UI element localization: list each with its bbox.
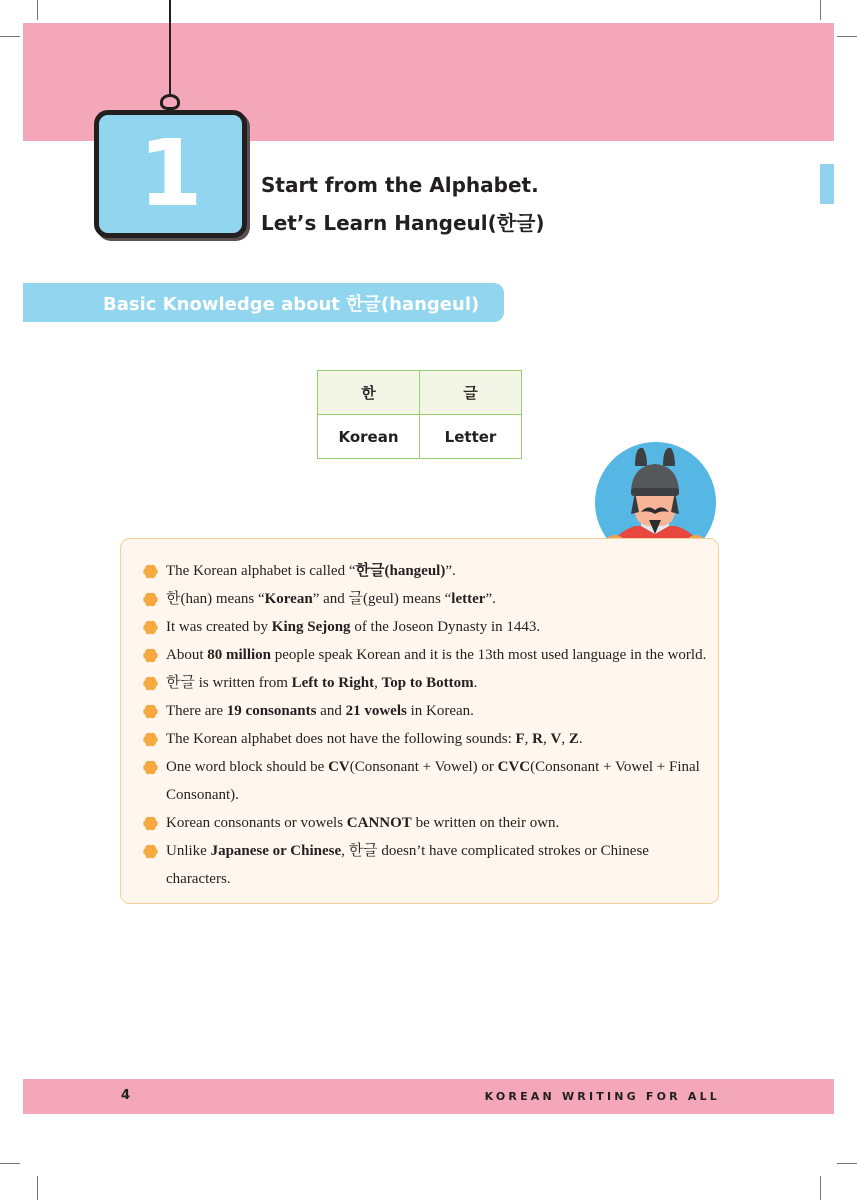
chapter-title-line-2: Let’s Learn Hangeul(한글) bbox=[261, 211, 545, 235]
flower-bullet-icon bbox=[143, 592, 158, 607]
list-item-text: 한(han) means “Korean” and 글(geul) means “letter”. bbox=[166, 591, 496, 607]
table-cell: 글 bbox=[420, 371, 522, 415]
list-item bbox=[143, 753, 712, 809]
list-item-text: The Korean alphabet does not have the following sounds: F, R, V, Z. bbox=[166, 731, 583, 747]
hanging-string bbox=[169, 0, 171, 98]
footer-band bbox=[23, 1079, 834, 1114]
list-item-text: 한글 is written from Left to Right, Top to Bottom. bbox=[166, 675, 478, 691]
facts-box bbox=[120, 538, 719, 904]
chapter-title-line-1: Start from the Alphabet. bbox=[261, 173, 539, 197]
facts-list bbox=[143, 557, 712, 893]
flower-bullet-icon bbox=[143, 620, 158, 635]
chapter-badge bbox=[94, 110, 247, 238]
table-cell: 한 bbox=[318, 371, 420, 415]
flower-bullet-icon bbox=[143, 732, 158, 747]
crop-mark bbox=[820, 0, 821, 20]
chapter-title bbox=[261, 166, 545, 242]
list-item bbox=[143, 809, 712, 837]
flower-bullet-icon bbox=[143, 704, 158, 719]
list-item-text: Korean consonants or vowels CANNOT be written on their own. bbox=[166, 815, 560, 831]
crop-mark bbox=[37, 0, 38, 20]
page-number: 4 bbox=[121, 1088, 131, 1103]
flower-bullet-icon bbox=[143, 760, 158, 775]
crop-mark bbox=[820, 1176, 821, 1200]
list-item-text: There are 19 consonants and 21 vowels in Korean. bbox=[166, 703, 474, 719]
table-header-row bbox=[318, 371, 522, 415]
list-item bbox=[143, 697, 712, 725]
chapter-side-tab bbox=[820, 164, 834, 204]
list-item bbox=[143, 557, 712, 585]
flower-bullet-icon bbox=[143, 648, 158, 663]
list-item-text: About 80 million people speak Korean and it is the 13th most used language in the world. bbox=[166, 647, 707, 663]
list-item-text: The Korean alphabet is called “한글(hangeul)”. bbox=[166, 563, 456, 579]
flower-bullet-icon bbox=[143, 564, 158, 579]
meaning-table bbox=[317, 370, 522, 459]
section-heading: Basic Knowledge about 한글(hangeul) bbox=[103, 293, 480, 315]
book-title: KOREAN WRITING FOR ALL bbox=[484, 1090, 720, 1103]
list-item bbox=[143, 725, 712, 753]
list-item bbox=[143, 613, 712, 641]
list-item-text: Unlike Japanese or Chinese, 한글 doesn’t have complicated strokes or Chinese characters. bbox=[166, 843, 649, 887]
table-row bbox=[318, 415, 522, 459]
list-item bbox=[143, 669, 712, 697]
table-cell: Letter bbox=[420, 415, 522, 459]
crop-mark bbox=[837, 1163, 857, 1164]
flower-bullet-icon bbox=[143, 844, 158, 859]
list-item-text: One word block should be CV(Consonant + Vowel) or CVC(Consonant + Vowel + Final Consonant). bbox=[166, 759, 700, 803]
crop-mark bbox=[0, 36, 20, 37]
list-item bbox=[143, 641, 712, 669]
crop-mark bbox=[37, 1176, 38, 1200]
crop-mark bbox=[837, 36, 857, 37]
list-item-text: It was created by King Sejong of the Joseon Dynasty in 1443. bbox=[166, 619, 541, 635]
section-heading-bar bbox=[23, 283, 504, 322]
flower-bullet-icon bbox=[143, 676, 158, 691]
list-item bbox=[143, 837, 712, 893]
list-item bbox=[143, 585, 712, 613]
crop-mark bbox=[0, 1163, 20, 1164]
chapter-number: 1 bbox=[138, 120, 203, 227]
hanger-hook-icon bbox=[160, 94, 180, 110]
flower-bullet-icon bbox=[143, 816, 158, 831]
table-cell: Korean bbox=[318, 415, 420, 459]
